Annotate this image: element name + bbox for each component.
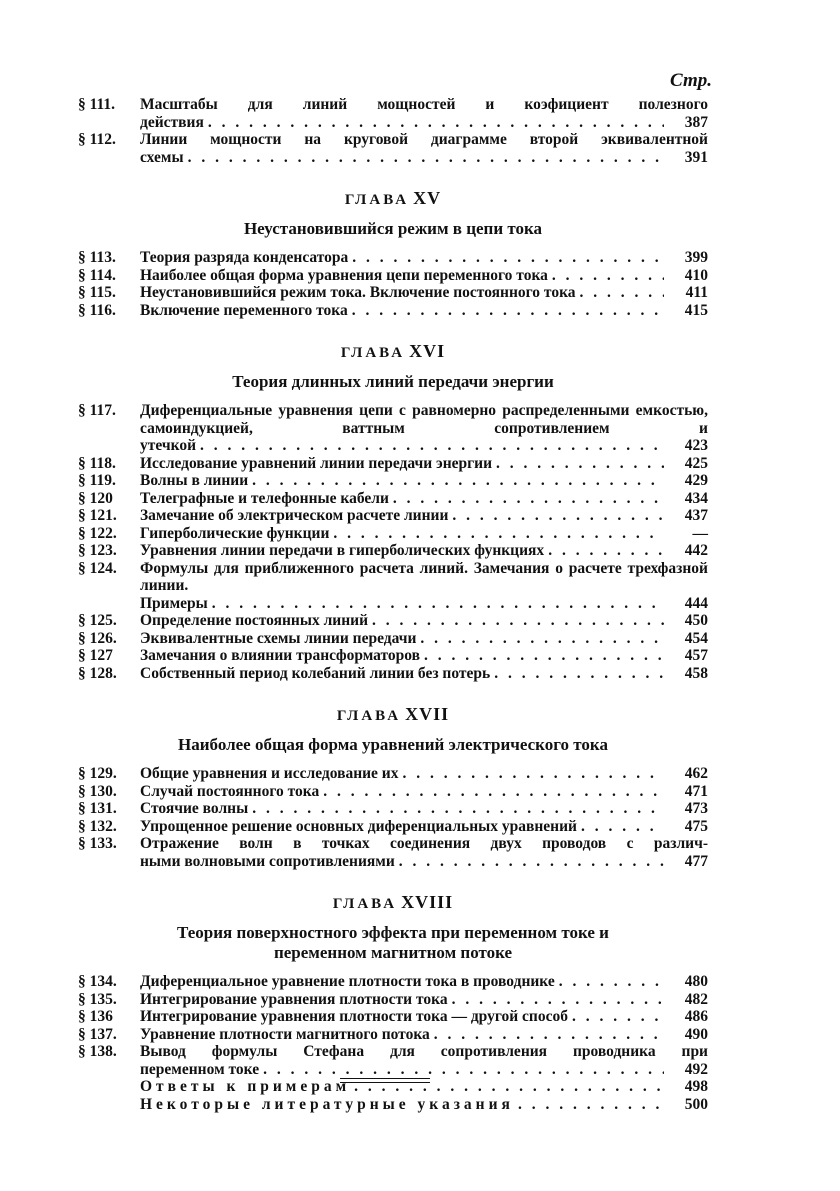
dot-leader xyxy=(496,455,664,473)
entry-title: Неустановившийся режим тока. Включение постоянного тока xyxy=(140,284,576,301)
dot-leader xyxy=(452,991,664,1009)
section-number: 136 xyxy=(89,1008,113,1025)
entry-title: Стоячие волны xyxy=(140,800,249,817)
dot-leader xyxy=(420,630,664,648)
entry-title: Включение переменного тока xyxy=(140,301,348,319)
entry-title: Ответы к примерам xyxy=(140,1078,351,1095)
entry-title: Исследование уравнений линии передачи энергии xyxy=(140,454,493,472)
dot-leader xyxy=(393,490,664,508)
dot-leader xyxy=(434,1026,664,1044)
chapter-16 xyxy=(78,341,708,682)
section-number: 127 xyxy=(89,647,113,664)
dot-leader xyxy=(424,647,664,665)
entry-title: Волны в линии xyxy=(140,472,249,489)
section-mark: § xyxy=(78,96,86,113)
toc-entry-120[interactable]: § 120 Телеграфные и телефонные кабели . . . 434 xyxy=(78,490,708,508)
section-number: 138. xyxy=(89,1043,117,1060)
page-number: 444 xyxy=(684,594,708,612)
entry-title: Интегрирование уравнения плотности тока — другой способ xyxy=(140,1008,568,1025)
toc-entry-115[interactable]: § 115. Неустановившийся режим тока. Включение постоянного тока . . . 411 xyxy=(78,284,708,302)
page-number: 425 xyxy=(684,454,708,472)
dot-leader xyxy=(212,595,664,613)
section-number: 126. xyxy=(89,629,117,647)
page-number: 458 xyxy=(684,664,708,682)
chapter-label: ГЛАВА XVI xyxy=(340,341,446,361)
entry-text-line: Отражение волн в точках соединения двух проводов с различ- xyxy=(140,835,708,852)
chapter-title: Теория длинных линий передачи энергии xyxy=(232,372,554,391)
dot-leader xyxy=(188,149,664,167)
entry-text-line: Примеры xyxy=(140,594,208,612)
page-number: 473 xyxy=(684,800,708,817)
entry-text-line: утечкой xyxy=(140,437,197,454)
dot-leader xyxy=(552,267,664,285)
toc-entry-116[interactable]: § 116. Включение переменного тока . . . 415 xyxy=(78,302,708,320)
toc-entry-129[interactable]: § 129. Общие уравнения и исследование их . . . 462 xyxy=(78,765,708,783)
entry-text-line: переменном токе xyxy=(140,1060,260,1078)
section-number: 117. xyxy=(89,402,116,419)
page-column-header: Стр. xyxy=(670,70,712,91)
entry-title: Определение постоянных линий xyxy=(140,612,369,629)
toc-entry-114[interactable]: § 114. Наиболее общая форма уравнения цепи переменного тока . . . 410 xyxy=(78,267,708,285)
dot-leader xyxy=(352,302,664,320)
toc-entry-130[interactable]: § 130. Случай постоянного тока . . . 471 xyxy=(78,783,708,801)
toc-entry-113[interactable]: § 113. Теория разряда конденсатора . . . 399 xyxy=(78,249,708,267)
toc-entry-132[interactable]: § 132. Упрощенное решение основных диференциальных уравнений . . . 475 xyxy=(78,818,708,836)
entry-text-line: Вывод формулы Стефана для сопротивления проводника при xyxy=(140,1043,708,1060)
toc-entry-122[interactable]: § 122. Гиперболические функции . . . — xyxy=(78,525,708,543)
section-number: 137. xyxy=(89,1025,117,1043)
page-number: 492 xyxy=(684,1060,708,1078)
page-number: 410 xyxy=(684,266,708,284)
dot-leader xyxy=(200,437,664,455)
entry-title: Некоторые литературные указания xyxy=(140,1095,514,1113)
section-number: 123. xyxy=(89,542,117,559)
page-number: 490 xyxy=(684,1025,708,1043)
chapter-title: Наиболее общая форма уравнений электрического тока xyxy=(178,735,608,754)
dot-leader xyxy=(559,973,664,991)
chapter-17 xyxy=(78,704,708,870)
page-number: 450 xyxy=(684,612,708,629)
section-number: 118. xyxy=(89,454,116,472)
dot-leader xyxy=(548,542,664,560)
page-number: 411 xyxy=(685,284,708,301)
toc-entry-literature[interactable] xyxy=(78,1096,708,1114)
toc-entry-131[interactable]: § 131. Стоячие волны . . . 473 xyxy=(78,800,708,818)
page-number: 498 xyxy=(684,1078,708,1095)
section-number: 111. xyxy=(89,96,116,113)
page-number: 415 xyxy=(684,301,708,319)
dot-leader xyxy=(518,1096,664,1114)
chapter-number: XVIII xyxy=(401,892,454,912)
section-number: 114. xyxy=(89,266,116,284)
toc-entry-138[interactable]: § 138. Вывод формулы Стефана для сопротивления проводника при переменном токе . . . 492 xyxy=(78,1043,708,1078)
chapter-number: XVII xyxy=(405,704,450,724)
section-number: 133. xyxy=(89,835,117,852)
dot-leader xyxy=(352,249,664,267)
section-number: 113. xyxy=(89,249,116,266)
entry-title: Теория разряда конденсатора xyxy=(140,249,349,266)
entry-title: Упрощенное решение основных диференциальных уравнений xyxy=(140,817,577,835)
page-number: 462 xyxy=(684,765,708,782)
entry-title: Случай постоянного тока xyxy=(140,782,320,800)
page-number: 437 xyxy=(684,507,708,524)
section-number: 131. xyxy=(89,800,117,817)
toc-entry-134[interactable]: § 134. Диференциальное уравнение плотности тока в проводнике . . . 480 xyxy=(78,973,708,991)
entry-text-line: Диференциальные уравнения цепи с равномерно распределенными емкостью, самоиндукцией, ваттным сопротивлением и xyxy=(140,402,708,437)
toc-entry-126[interactable]: § 126. Эквивалентные схемы линии передачи . . . 454 xyxy=(78,630,708,648)
entry-title: Замечания о влиянии трансформаторов xyxy=(140,647,421,664)
toc-entry-112[interactable] xyxy=(78,131,708,166)
entry-title: Замечание об электрическом расчете линии xyxy=(140,507,449,524)
entry-text-line: ными волновыми сопротивлениями xyxy=(140,852,395,870)
section-number: 115. xyxy=(89,284,116,301)
chapter-title: Неустановившийся режим в цепи тока xyxy=(243,219,543,238)
page-number: 480 xyxy=(684,973,708,990)
chapter-number: XVI xyxy=(409,341,446,361)
entry-title: Телеграфные и телефонные кабели xyxy=(140,489,389,507)
chapter-label: ГЛАВА XVIII xyxy=(332,892,454,912)
chapter-title: Теория поверхностного эффекта при переменном токе и переменном магнитном потоке xyxy=(177,923,609,962)
closing-double-rule xyxy=(340,1078,430,1083)
entry-title: Уравнения линии передачи в гиперболических функциях xyxy=(140,542,545,559)
section-number: 134. xyxy=(89,973,117,990)
page-number: 399 xyxy=(684,249,708,266)
page-number: 387 xyxy=(684,113,708,131)
chapter-label: ГЛАВА XV xyxy=(344,188,442,208)
entry-title: Эквивалентные схемы линии передачи xyxy=(140,629,417,647)
page-number: — xyxy=(692,524,708,542)
entry-title: Диференциальное уравнение плотности тока в проводнике xyxy=(140,973,555,990)
dot-leader xyxy=(333,525,664,543)
page-number: 442 xyxy=(684,542,708,559)
chapter-label: ГЛАВА XVII xyxy=(336,704,450,724)
toc-entry-119[interactable]: § 119. Волны в линии . . . 429 xyxy=(78,472,708,490)
toc-entry-128[interactable]: § 128. Собственный период колебаний линии без потерь . . . 458 xyxy=(78,665,708,683)
entry-title: Наиболее общая форма уравнения цепи переменного тока xyxy=(140,266,548,284)
page-number: 486 xyxy=(684,1008,708,1025)
dot-leader xyxy=(581,818,664,836)
entry-title: Собственный период колебаний линии без потерь xyxy=(140,664,491,682)
toc-column xyxy=(78,96,708,1113)
entry-title: Общие уравнения и исследование их xyxy=(140,765,399,782)
toc-entry-125[interactable]: § 125. Определение постоянных линий . . . 450 xyxy=(78,612,708,630)
dot-leader xyxy=(494,665,664,683)
chapter-15 xyxy=(78,188,708,319)
section-number: 132. xyxy=(89,817,117,835)
section-number: 128. xyxy=(89,664,117,682)
toc-entry-127[interactable]: § 127 Замечания о влиянии трансформаторов . . . 457 xyxy=(78,647,708,665)
page-number: 475 xyxy=(684,817,708,835)
section-number: 120 xyxy=(89,489,113,507)
section-number: 122. xyxy=(89,524,117,542)
toc-entry-136[interactable]: § 136 Интегрирование уравнения плотности тока — другой способ . . . 486 xyxy=(78,1008,708,1026)
entry-text-line: действия xyxy=(140,113,204,131)
page-number: 423 xyxy=(684,437,708,454)
page-number: 429 xyxy=(684,472,708,489)
section-number: 129. xyxy=(89,765,117,782)
dot-leader xyxy=(252,800,664,818)
dot-leader xyxy=(403,765,665,783)
dot-leader xyxy=(580,284,664,302)
dot-leader xyxy=(208,114,664,132)
chapter-number: XV xyxy=(413,188,442,208)
page-number: 454 xyxy=(684,629,708,647)
dot-leader xyxy=(323,783,664,801)
entry-text-line: Формулы для приближенного расчета линий. Замечания о расчете трехфазной линии. xyxy=(140,559,708,594)
page-number: 457 xyxy=(684,647,708,664)
page-number: 434 xyxy=(684,489,708,507)
section-number: 116. xyxy=(89,301,116,319)
section-number: 124. xyxy=(89,559,117,577)
entry-text-line: Линии мощности на круговой диаграмме второй эквивалентной xyxy=(140,131,708,148)
toc-entry-111[interactable] xyxy=(78,96,708,131)
section-mark: § xyxy=(78,131,86,148)
dot-leader xyxy=(452,507,664,525)
page-number: 391 xyxy=(684,148,708,166)
toc-entry-123[interactable]: § 123. Уравнения линии передачи в гиперболических функциях . . . 442 xyxy=(78,542,708,560)
section-number: 121. xyxy=(89,507,117,524)
toc-entry-121[interactable]: § 121. Замечание об электрическом расчете линии . . . 437 xyxy=(78,507,708,525)
entry-text-line: Масштабы для линий мощностей и коэфициент полезного xyxy=(140,96,708,113)
toc-entry-118[interactable]: § 118. Исследование уравнений линии передачи энергии . . . 425 xyxy=(78,455,708,473)
entry-title: Интегрирование уравнения плотности тока xyxy=(140,990,448,1008)
section-number: 112. xyxy=(89,131,116,148)
section-number: 119. xyxy=(89,472,116,489)
toc-entry-135[interactable]: § 135. Интегрирование уравнения плотности тока . . . 482 xyxy=(78,991,708,1009)
entry-title: Уравнение плотности магнитного потока xyxy=(140,1025,430,1043)
dot-leader xyxy=(399,853,664,871)
section-number: 125. xyxy=(89,612,117,629)
toc-entry-137[interactable]: § 137. Уравнение плотности магнитного потока . . . 490 xyxy=(78,1026,708,1044)
toc-entry-124[interactable]: § 124. Формулы для приближенного расчета линий. Замечания о расчете трехфазной линии. Примеры . . . 444 xyxy=(78,560,708,613)
section-number: 130. xyxy=(89,782,117,800)
dot-leader xyxy=(572,1008,664,1026)
dot-leader xyxy=(372,612,664,630)
top-entries xyxy=(78,96,708,166)
page-number: 500 xyxy=(684,1095,708,1113)
entry-title: Гиперболические функции xyxy=(140,524,330,542)
dot-leader xyxy=(263,1061,664,1079)
entry-text-line: схемы xyxy=(140,148,184,166)
toc-entry-117[interactable]: § 117. Диференциальные уравнения цепи с равномерно распределенными емкостью, самоиндукцией, ваттным сопротивлением и утечкой . . . 423 xyxy=(78,402,708,455)
page-number: 482 xyxy=(684,990,708,1008)
dot-leader xyxy=(252,472,664,490)
page-number: 471 xyxy=(684,782,708,800)
toc-entry-133[interactable]: § 133. Отражение волн в точках соединения двух проводов с различ- ными волновыми сопротивлениями . . . 477 xyxy=(78,835,708,870)
page-number: 477 xyxy=(684,852,708,870)
section-number: 135. xyxy=(89,990,117,1008)
